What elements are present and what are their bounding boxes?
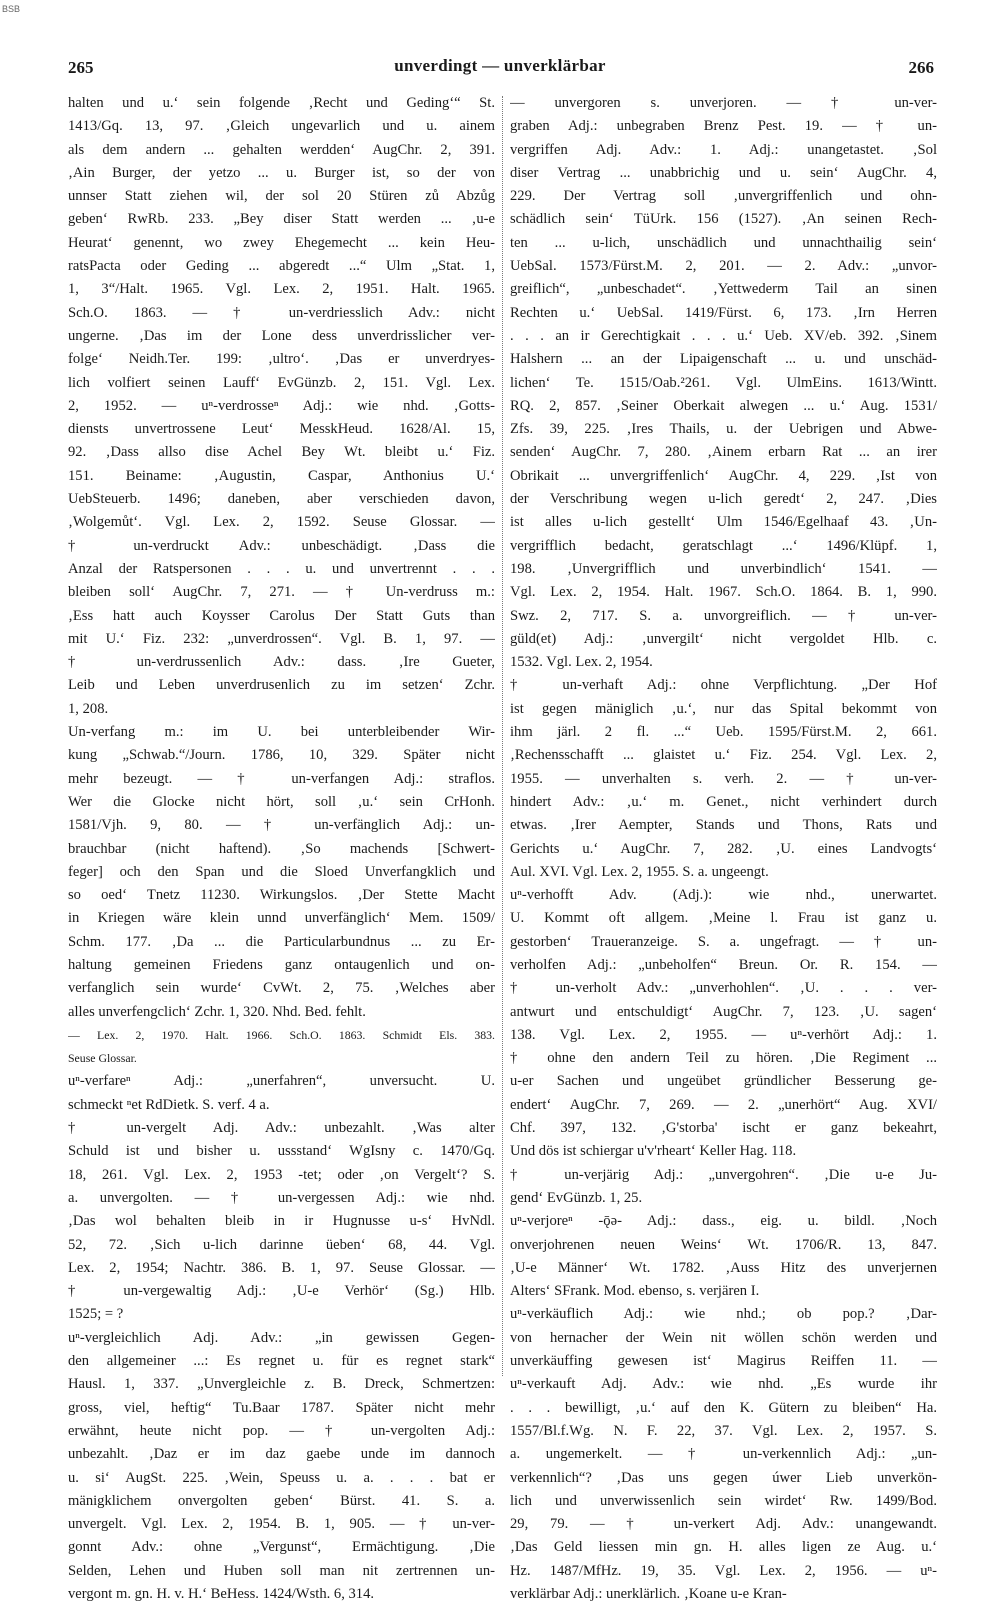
text-line: Selden, Lehen und Huben soll man nit zertrennen un-: [68, 1562, 495, 1579]
text-line: † un-vergelt Adj. Adv.: unbezahlt. ‚Was alter: [68, 1120, 495, 1137]
text-line: UebSal. 1573/Fürst.M. 2, 201. — 2. Adv.: „unvor-: [510, 258, 937, 275]
text-line: ‚Rechensschafft ... glaistet u.‘ Fiz. 254. Vgl. Lex. 2,: [510, 747, 937, 764]
text-line: 151. Beiname: ‚Augustin, Caspar, Anthonius U.‘: [68, 467, 495, 484]
text-line: gend‘ EvGünzb. 1, 25.: [510, 1189, 643, 1206]
text-line: hindert Adv.: ‚u.‘ m. Genet., nicht verhindert durch: [510, 793, 937, 810]
text-line: uⁿ-verkäuflich Adj.: wie nhd.; ob pop.? ‚Dar-: [510, 1306, 937, 1323]
text-line: verfanglich sein wurde‘ CvWt. 2, 75. ‚Welches aber: [68, 980, 495, 997]
text-line: schmeckt ⁿet RdDietk. S. verf. 4 a.: [68, 1096, 270, 1113]
text-line: uⁿ-verkauft Adj. Adv.: wie nhd. „Es wurde ihr: [510, 1376, 937, 1393]
text-line: diensts unvertrossene Leut‘ MesskHeud. 1628/Al. 15,: [68, 421, 495, 438]
text-line: Aul. XVI. Vgl. Lex. 2, 1955. S. a. ungeengt.: [510, 863, 769, 880]
text-line: unbezahlt. ‚Daz er im daz gaebe unde im dannoch: [68, 1446, 495, 1463]
text-line: † un-verjärig Adj.: „unvergohren“. ‚Die u-e Ju-: [510, 1166, 937, 1183]
text-line: mehr bezeugt. — † un-verfangen Adj.: straflos.: [68, 770, 495, 787]
text-line: Schm. 177. ‚Da ... die Particularbundnus ... zu Er-: [68, 933, 495, 950]
text-line: senden‘ AugChr. 7, 280. ‚Ainem erbarn Rat ... an irer: [510, 444, 937, 461]
text-line: 1525; = ?: [68, 1306, 124, 1323]
text-line: † un-verholt Adv.: „unverhohlen“. ‚U. . . . ver-: [510, 980, 937, 997]
text-line: — unvergoren s. unverjoren. — † un-ver-: [510, 95, 937, 111]
text-line: ten ... u-lich, unschädlich und unnachthailig sein‘: [510, 234, 937, 251]
text-line: a. unvergolten. — † un-vergessen Adj.: wie nhd.: [68, 1189, 495, 1206]
text-line: uⁿ-verjoreⁿ -ǭə- Adj.: dass., eig. u. bildl. ‚Noch: [510, 1213, 937, 1230]
text-line: 1955. — unverhalten s. verh. 2. — † un-ver-: [510, 770, 937, 787]
text-line: in Kriegen wäre klein unnd unverfänglich‘ Mem. 1509/: [68, 910, 495, 927]
text-line: Zfs. 39, 225. ‚Ires Thails, u. der Uebrigen und Abwe-: [510, 421, 937, 438]
text-line: als dem andern ... gehalten werdden‘ AugChr. 2, 391.: [68, 141, 495, 158]
text-line: gonnt Adv.: ohne „Vergunst“, Ermächtigung. ‚Die: [68, 1539, 495, 1556]
text-line: a. ungemerkelt. — † un-verkennlich Adj.: „un-: [510, 1446, 937, 1463]
text-line: schädlich sein‘ TüUrk. 156 (1527). ‚An seinen Rech-: [510, 211, 937, 228]
text-line: von hernacher der Wein nit wöllen schön werden und: [510, 1329, 937, 1346]
text-line: vergrifflich bedacht, geratschlagt ...‘ 1496/Klüpf. 1,: [510, 537, 937, 554]
text-line: Gerichts u.‘ AugChr. 7, 282. ‚U. eines Landvogts‘: [510, 840, 937, 857]
text-line: — Lex. 2, 1970. Halt. 1966. Sch.O. 1863. Schmidt Els. 383.: [68, 1027, 495, 1042]
text-line: so oed‘ Tnetz 11230. Wirkungslos. ‚Der Stette Macht: [68, 887, 495, 904]
right-column: [510, 92, 937, 1606]
text-line: u-er Sachen und ungeübet gründlicher Besserung ge-: [510, 1073, 937, 1090]
text-line: Swz. 2, 717. S. a. unvorgreiflich. — † un-ver-: [510, 607, 937, 624]
text-line: halten und u.‘ sein folgende ‚Recht und Geding‘“ St.: [68, 95, 495, 111]
text-line: den allgemeiner ...: Es regnet u. für es regnet stark“: [68, 1353, 495, 1370]
text-line: Heurat‘ genennt, wo zwey Ehegemecht ... kein Heu-: [68, 234, 495, 251]
text-line: Anzal der Ratspersonen . . . u. und unvertrennt . . .: [68, 560, 495, 577]
text-line: Vgl. Lex. 2, 1954. Halt. 1967. Sch.O. 1864. B. 1, 990.: [510, 584, 937, 601]
text-line: graben Adj.: unbegraben Brenz Pest. 19. — † un-: [510, 118, 937, 135]
text-line: 29, 79. — † un-verkert Adj. Adv.: unangewandt.: [510, 1516, 937, 1533]
running-head: unverdingt — unverklärbar: [394, 56, 606, 75]
text-line: U. Kommt oft allgem. ‚Meine l. Frau ist ganz u.: [510, 910, 937, 927]
page-number-left: 265: [68, 58, 94, 77]
text-line: mit U.‘ Fiz. 232: „unverdrossen“. Vgl. B. 1, 97. —: [68, 630, 495, 647]
text-line: antwurt und entschuldigt‘ AugChr. 7, 123. ‚U. sagen‘: [510, 1003, 937, 1020]
text-line: unvergelt. Vgl. Lex. 2, 1954. B. 1, 905. — † un-ver-: [68, 1516, 495, 1533]
text-line: Lex. 2, 1954; Nachtr. 386. B. 1, 97. Seuse Glossar. —: [68, 1259, 495, 1276]
text-line: Obrikait ... unvergriffenlich‘ AugChr. 4, 229. ‚Ist von: [510, 467, 937, 484]
text-line: unnser Statt ziehen wil, der sol 20 Stüren zů Abzůg: [68, 188, 495, 205]
text-line: 52, 72. ‚Sich u-lich darinne üeben‘ 68, 44. Vgl.: [68, 1236, 495, 1253]
text-line: lich volfiert seinen Lauff‘ EvGünzb. 2, 151. Vgl. Lex.: [68, 374, 495, 391]
text-line: 2, 1952. — uⁿ-verdrosseⁿ Adj.: wie nhd. ‚Gotts-: [68, 397, 495, 414]
text-line: verholfen Adj.: „unbeholfen“ Breun. Or. R. 154. —: [510, 956, 937, 973]
text-line: vergriffen Adj. Adv.: 1. Adj.: unangetastet. ‚Sol: [510, 141, 937, 158]
text-line: uⁿ-verhofft Adv. (Adj.): wie nhd., unerwartet.: [510, 887, 937, 904]
text-line: . . . an ir Gerechtigkait . . . u.‘ Ueb. XV/eb. 392. ‚Sinem: [510, 327, 937, 344]
left-column: [68, 92, 495, 1606]
column-divider: [502, 96, 503, 1376]
text-line: 198. ‚Unvergrifflich und unverbindlich‘ 1541. —: [510, 560, 937, 577]
text-line: † un-verdruckt Adv.: unbeschädigt. ‚Dass die: [68, 537, 495, 554]
text-line: ungerne. ‚Das im der Lone dess unverdrisslicher ver-: [68, 327, 495, 344]
text-line: der Verschribung wegen u-lich geredt‘ 2, 247. ‚Dies: [510, 491, 937, 508]
text-line: Wer die Glocke nicht hört, soll ‚u.‘ sein CrHonh.: [68, 793, 495, 810]
text-line: ratsPacta oder Geding ... abgeredt ...“ Ulm „Stat. 1,: [68, 258, 495, 275]
text-line: onverjohrenen neuen Weins‘ Wt. 1706/R. 13, 847.: [510, 1236, 937, 1253]
text-line: erwähnt, heute nicht pop. — † un-vergolten Adj.:: [68, 1422, 495, 1439]
text-line: mänigklichem onvergolten geben‘ Bürst. 41. S. a.: [68, 1492, 495, 1509]
text-line: Hz. 1487/MfHz. 19, 35. Vgl. Lex. 2, 1956. — uⁿ-: [510, 1562, 937, 1579]
text-line: ‚Ain Burger, der yetzo ... u. Burger ist, so der von: [68, 164, 495, 181]
corner-mark: BSB: [2, 4, 21, 14]
text-line: güld(et) Adj.: ‚unvergilt‘ nicht vergoldet Hlb. c.: [510, 630, 937, 647]
text-line: geben‘ RwRb. 233. „Bey diser Statt werden ... ‚u-e: [68, 211, 495, 228]
text-line: brauchbar (nicht haftend). ‚So machends [Schwert-: [68, 840, 495, 857]
text-line: vergont m. gn. H. v. H.‘ BeHess. 1424/Wsth. 6, 314.: [68, 1586, 375, 1602]
text-line: verkennlich“? ‚Das uns gegen úwer Lieb unverkön-: [510, 1469, 937, 1486]
text-line: etwas. ‚Irer Aempter, Stands und Thons, Rats und: [510, 817, 937, 834]
text-line: haltung gemeinen Friedens ganz ontaugenlich und on-: [68, 956, 495, 973]
text-line: Hausl. 1, 337. „Unvergleichle z. B. Dreck, Schmertzen:: [68, 1376, 495, 1393]
text-line: ‚U-e Männer‘ Wt. 1782. ‚Auss Hitz des unverjernen: [510, 1259, 937, 1276]
text-line: 1581/Vjh. 9, 80. — † un-verfänglich Adj.: un-: [68, 817, 495, 834]
text-line: RQ. 2, 857. ‚Seiner Oberkait alwegen ... u.‘ Aug. 1531/: [510, 397, 937, 414]
text-line: u. si‘ AugSt. 225. ‚Wein, Speuss u. a. . . . bat er: [68, 1469, 495, 1486]
text-line: gestorben‘ Traueranzeige. S. a. ungefragt. — † un-: [510, 933, 937, 950]
text-line: Halshern ... an der Lipaigenschaft ... u. und unschäd-: [510, 351, 937, 368]
text-line: Chf. 397, 132. ‚G'storba' ischt er ganz bekeahrt,: [510, 1120, 937, 1137]
text-line: verklärbar Adj.: unerklärlich. ‚Koane u-e Kran-: [510, 1586, 787, 1602]
text-line: diser Vertrag ... unabbrichig und u. sein‘ AugChr. 4,: [510, 164, 937, 181]
text-line: Leib und Leben unverdrusenlich zu im setzen‘ Zchr.: [68, 677, 495, 694]
text-line: Schuld ist und bisher u. ussstand‘ WgIsny c. 1470/Gq.: [68, 1143, 495, 1160]
text-line: 1413/Gq. 13, 97. ‚Gleich ungevarlich und u. ainem: [68, 118, 495, 135]
text-line: folge‘ Neidh.Ter. 199: ‚ultro‘. ‚Das er unverdryes-: [68, 351, 495, 368]
text-line: ist gegen mäniglich ‚u.‘, nur das Spital bekommt von: [510, 700, 937, 717]
text-line: endert‘ AugChr. 7, 269. — 2. „unerhört“ Aug. XVI/: [510, 1096, 937, 1113]
text-line: 92. ‚Dass allso dise Achel Bey Wt. bleibt u.‘ Fiz.: [68, 444, 495, 461]
text-line: Rechten u.‘ UebSal. 1419/Fürst. 6, 173. ‚Irn Herren: [510, 304, 937, 321]
text-line: † un-verhaft Adj.: ohne Verpflichtung. „Der Hof: [510, 677, 937, 694]
text-line: gross, viel, heftig“ Tu.Baar 1787. Später nicht mehr: [68, 1399, 495, 1416]
text-line: feger] och den Span und die Sloed Unverfangklich und: [68, 863, 495, 880]
text-line: alles unverfengclich‘ Zchr. 1, 320. Nhd. Bed. fehlt.: [68, 1003, 366, 1020]
text-line: lich und unverwissenlich sein wirdet‘ Rw. 1499/Bod.: [510, 1492, 937, 1509]
text-line: bleiben soll‘ AugChr. 7, 271. — † Un-verdruss m.:: [68, 584, 495, 601]
text-line: Un-verfang m.: im U. bei unterbleibender Wir-: [68, 724, 495, 741]
text-line: † un-vergewaltig Adj.: ‚U-e Verhör‘ (Sg.) Hlb.: [68, 1283, 495, 1300]
text-line: 229. Der Vertrag soll ‚unvergriffenlich und ohn-: [510, 188, 937, 205]
text-line: † un-verdrussenlich Adv.: dass. ‚Ire Gueter,: [68, 654, 495, 671]
text-line: 1, 208.: [68, 700, 109, 717]
text-line: ist alles u-lich gestellt‘ Ulm 1546/Egelhaaf 43. ‚Un-: [510, 514, 937, 531]
text-line: uⁿ-verfareⁿ Adj.: „unerfahren“, unversucht. U.: [68, 1073, 495, 1090]
text-line: uⁿ-vergleichlich Adj. Adv.: „in gewissen Gegen-: [68, 1329, 495, 1346]
text-line: greiflich“, „unbeschadet“. ‚Yettwederm Tail an sinen: [510, 281, 937, 298]
text-line: ihm järl. 2 fl. ...“ Ueb. 1595/Fürst.M. 2, 661.: [510, 724, 937, 741]
text-line: UebSteuerb. 1496; daneben, aber verschieden davon,: [68, 491, 495, 508]
text-line: ‚Das Geld liessen min gn. H. alles ligen ze Aug. u.‘: [510, 1539, 937, 1556]
text-line: kung „Schwab.“/Journ. 1786, 10, 329. Später nicht: [68, 747, 495, 764]
text-line: 18, 261. Vgl. Lex. 2, 1953 -tet; oder ‚on Vergelt‘? S.: [68, 1166, 495, 1183]
text-line: Sch.O. 1863. — † un-verdriesslich Adv.: nicht: [68, 304, 495, 321]
text-line: ‚Wolgemůt‘. Vgl. Lex. 2, 1592. Seuse Glossar. —: [68, 514, 495, 531]
text-line: Alters‘ SFrank. Mod. ebenso, s. verjären I.: [510, 1283, 760, 1300]
text-line: 1557/Bl.f.Wg. N. F. 22, 37. Vgl. Lex. 2, 1957. S.: [510, 1422, 937, 1439]
text-line: 138. Vgl. Lex. 2, 1955. — uⁿ-verhört Adj.: 1.: [510, 1026, 937, 1043]
text-line: † ohne den andern Teil zu hören. ‚Die Regiment ...: [510, 1050, 937, 1067]
text-line: lichen‘ Te. 1515/Oab.²261. Vgl. UlmEins. 1613/Wintt.: [510, 374, 937, 391]
text-line: . . . bewilligt, ‚u.‘ auf den K. Gütern zu bleiben“ Ha.: [510, 1399, 937, 1416]
text-line: unverkäuffing gewesen ist‘ Magirus Reiffen 11. —: [510, 1353, 937, 1370]
text-line: 1532. Vgl. Lex. 2, 1954.: [510, 654, 653, 671]
text-line: Seuse Glossar.: [68, 1051, 137, 1066]
text-line: ‚Ess hatt auch Koysser Carolus Der Statt Guts than: [68, 607, 495, 624]
text-line: ‚Das wol behalten bleib in ir Hugnusse u-s‘ HvNdl.: [68, 1213, 495, 1230]
text-line: 1, 3“/Halt. 1965. Vgl. Lex. 2, 1951. Halt. 1965.: [68, 281, 495, 298]
page-number-right: 266: [908, 58, 934, 77]
text-line: Und dös ist schiergar u'v'rheart‘ Keller Hag. 118.: [510, 1143, 797, 1160]
